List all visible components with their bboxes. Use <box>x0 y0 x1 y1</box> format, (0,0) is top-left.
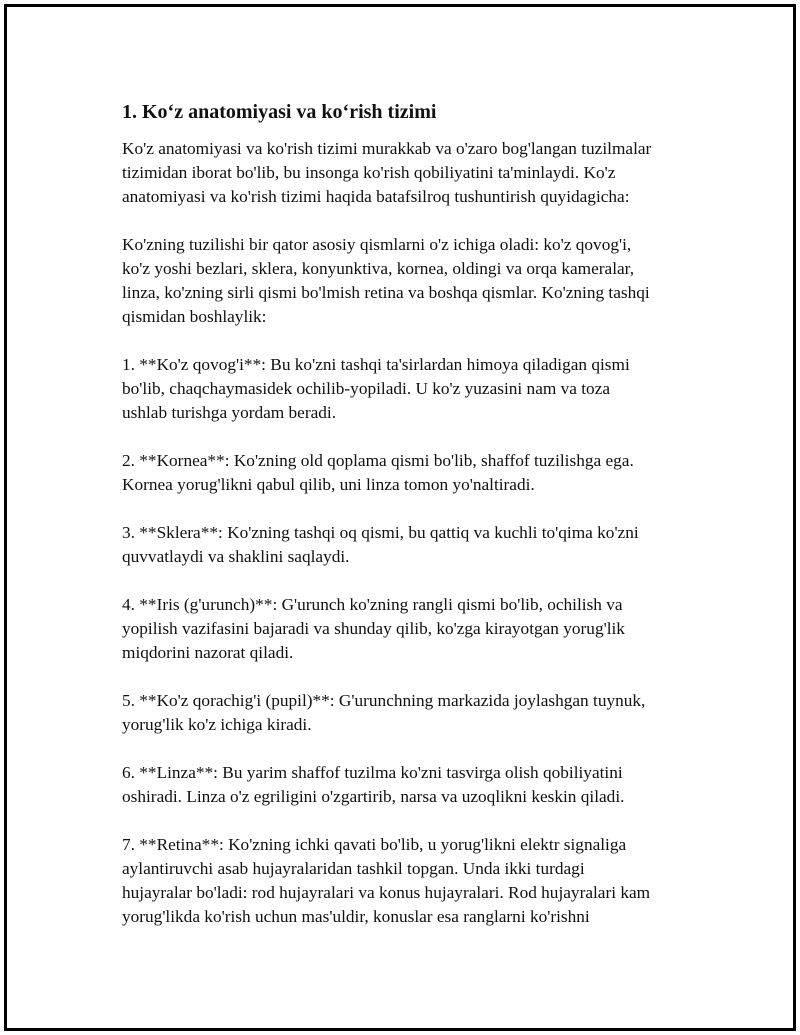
paragraph-line: yorug'lik ko'z ichiga kiradi. <box>122 715 312 734</box>
paragraph-line: 6. **Linza**: Bu yarim shaffof tuzilma ko'zni tasvirga olish qobiliyatini <box>122 763 623 782</box>
paragraph-line: 2. **Kornea**: Ko'zning old qoplama qismi bo'lib, shaffof tuzilishga ega. <box>122 451 634 470</box>
paragraph-line: yopilish vazifasini bajaradi va shunday qilib, ko'zga kirayotgan yorug'lik <box>122 619 625 638</box>
paragraph-line: quvvatlaydi va shaklini saqlaydi. <box>122 547 350 566</box>
paragraph <box>122 689 712 737</box>
paragraph-line: 3. **Sklera**: Ko'zning tashqi oq qismi, bu qattiq va kuchli to'qima ko'zni <box>122 523 639 542</box>
paragraph-line: tizimidan iborat bo'lib, bu insonga ko'rish qobiliyatini ta'minlaydi. Ko'z <box>122 163 616 182</box>
paragraph-line: yorug'likda ko'rish uchun mas'uldir, konuslar esa ranglarni ko'rishni <box>122 907 590 926</box>
paragraph-list <box>122 137 712 929</box>
document-content <box>122 99 712 953</box>
paragraph-line: Ko'zning tuzilishi bir qator asosiy qismlarni o'z ichiga oladi: ko'z qovog'i, <box>122 235 632 254</box>
paragraph-line: hujayralar bo'ladi: rod hujayralari va konus hujayralari. Rod hujayralari kam <box>122 883 651 902</box>
paragraph <box>122 449 712 497</box>
paragraph <box>122 137 712 209</box>
paragraph <box>122 353 712 425</box>
paragraph-line: Ko'z anatomiyasi va ko'rish tizimi murakkab va o'zaro bog'langan tuzilmalar <box>122 139 652 158</box>
paragraph-line: miqdorini nazorat qiladi. <box>122 643 294 662</box>
paragraph-line: qismidan boshlaylik: <box>122 307 267 326</box>
paragraph-line: anatomiyasi va ko'rish tizimi haqida batafsilroq tushuntirish quyidagicha: <box>122 187 630 206</box>
paragraph <box>122 833 712 929</box>
paragraph-line: linza, ko'zning sirli qismi bo'lmish retina va boshqa qismlar. Ko'zning tashqi <box>122 283 650 302</box>
paragraph-line: 1. **Ko'z qovog'i**: Bu ko'zni tashqi ta'sirlardan himoya qiladigan qismi <box>122 355 630 374</box>
paragraph-line: aylantiruvchi asab hujayralaridan tashkil topgan. Unda ikki turdagi <box>122 859 585 878</box>
paragraph <box>122 761 712 809</box>
paragraph <box>122 521 712 569</box>
paragraph-line: bo'lib, chaqchaymasidek ochilib-yopiladi. U ko'z yuzasini nam va toza <box>122 379 611 398</box>
paragraph-line: Kornea yorug'likni qabul qilib, uni linza tomon yo'naltiradi. <box>122 475 535 494</box>
paragraph-line: 4. **Iris (g'urunch)**: G'urunch ko'zning rangli qismi bo'lib, ochilish va <box>122 595 623 614</box>
paragraph-line: ko'z yoshi bezlari, sklera, konyunktiva, kornea, oldingi va orqa kameralar, <box>122 259 635 278</box>
document-page <box>4 4 796 1031</box>
paragraph <box>122 233 712 329</box>
paragraph-line: 5. **Ko'z qorachig'i (pupil)**: G'urunchning markazida joylashgan tuynuk, <box>122 691 646 710</box>
paragraph-line: ushlab turishga yordam beradi. <box>122 403 337 422</box>
paragraph-line: oshiradi. Linza o'z egriligini o'zgartirib, narsa va uzoqlikni keskin qiladi. <box>122 787 625 806</box>
paragraph <box>122 593 712 665</box>
document-title: 1. Ko‘z anatomiyasi va ko‘rish tizimi <box>122 101 437 123</box>
paragraph-line: 7. **Retina**: Ko'zning ichki qavati bo'lib, u yorug'likni elektr signaliga <box>122 835 627 854</box>
